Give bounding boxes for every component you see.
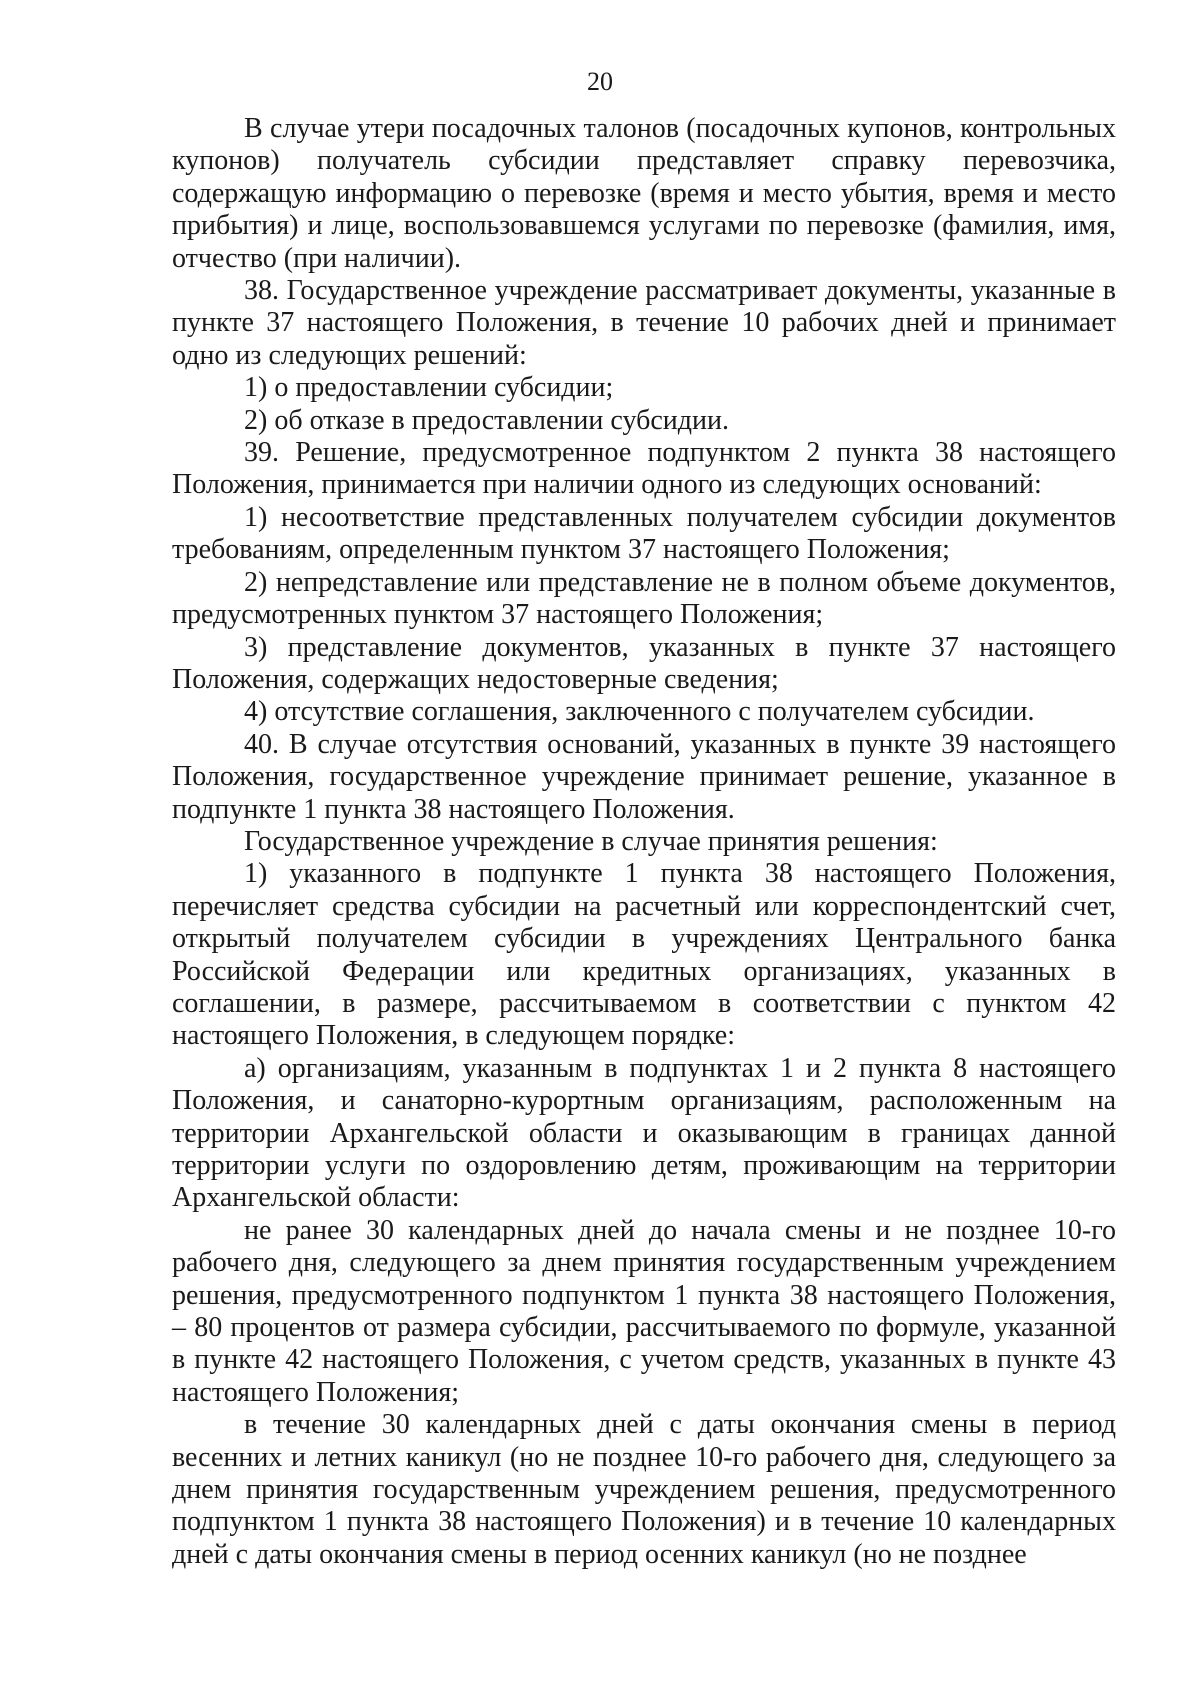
paragraph-lost-tickets: В случае утери посадочных талонов (посадочных купонов, контрольных купонов) получатель субсидии представляет справку перевозчика, содержащую информацию о перевозке (время и место убытия, время и место прибытия) и лице, воспользовавшемся услугами по перевозке (фамилия, имя, отчество (при наличии).	[172, 113, 1116, 274]
paragraph-subitem-a: а) организациям, указанным в подпунктах 1 и 2 пункта 8 настоящего Положения, и санаторно-курортным организациям, расположенным на территории Архангельской области и оказывающим в границах данной территории услуги по оздоровлению детям, проживающим на территории Архангельской области:	[172, 1052, 1116, 1214]
paragraph-item-40: 40. В случае отсутствия оснований, указанных в пункте 39 настоящего Положения, государственное учреждение принимает решение, указанное в подпункте 1 пункта 38 настоящего Положения.	[172, 728, 1116, 825]
paragraph-item-39-4: 4) отсутствие соглашения, заключенного с получателем субсидии.	[244, 696, 1035, 728]
paragraph-decision-intro: Государственное учреждение в случае принятия решения:	[244, 825, 938, 857]
paragraph-payment-80-percent: не ранее 30 календарных дней до начала смены и не позднее 10-го рабочего дня, следующего за днем принятия государственным учреждением решения, предусмотренного подпунктом 1 пункта 38 настоящего Положения, – 80 процентов от размера субсидии, рассчитываемого по формуле, указанной в пункте 42 настоящего Положения, с учетом средств, указанных в пункте 43 настоящего Положения;	[172, 1214, 1116, 1408]
page-number: 20	[587, 67, 613, 96]
paragraph-item-38: 38. Государственное учреждение рассматривает документы, указанные в пункте 37 настоящего Положения, в течение 10 рабочих дней и принимает одно из следующих решений:	[172, 275, 1116, 371]
paragraph-payment-after-shift: в течение 30 календарных дней с даты окончания смены в период весенних и летних каникул (но не позднее 10-го рабочего дня, следующего за днем принятия государственным учреждением решения, предусмотренного подпунктом 1 пункта 38 настоящего Положения) и в течение 10 календарных дней с даты окончания смены в период осенних каникул (но не позднее	[172, 1409, 1116, 1570]
paragraph-item-38-1: 1) о предоставлении субсидии;	[244, 372, 614, 404]
document-body	[172, 113, 1116, 1571]
paragraph-item-39-3: 3) представление документов, указанных в пункте 37 настоящего Положения, содержащих недостоверные сведения;	[172, 631, 1116, 695]
paragraph-item-39-1: 1) несоответствие представленных получателем субсидии документов требованиям, определенным пунктом 37 настоящего Положения;	[172, 501, 1116, 566]
paragraph-item-39: 39. Решение, предусмотренное подпунктом 2 пункта 38 настоящего Положения, принимается при наличии одного из следующих оснований:	[172, 437, 1116, 501]
paragraph-item-39-2: 2) непредставление или представление не в полном объеме документов, предусмотренных пунктом 37 настоящего Положения;	[172, 566, 1116, 631]
paragraph-item-38-2: 2) об отказе в предоставлении субсидии.	[244, 404, 729, 436]
paragraph-decision-1: 1) указанного в подпункте 1 пункта 38 настоящего Положения, перечисляет средства субсидии на расчетный или корреспондентский счет, открытый получателем субсидии в учреждениях Центрального банка Российской Федерации или кредитных организациях, указанных в соглашении, в размере, рассчитываемом в соответствии с пунктом 42 настоящего Положения, в следующем порядке:	[172, 858, 1116, 1052]
